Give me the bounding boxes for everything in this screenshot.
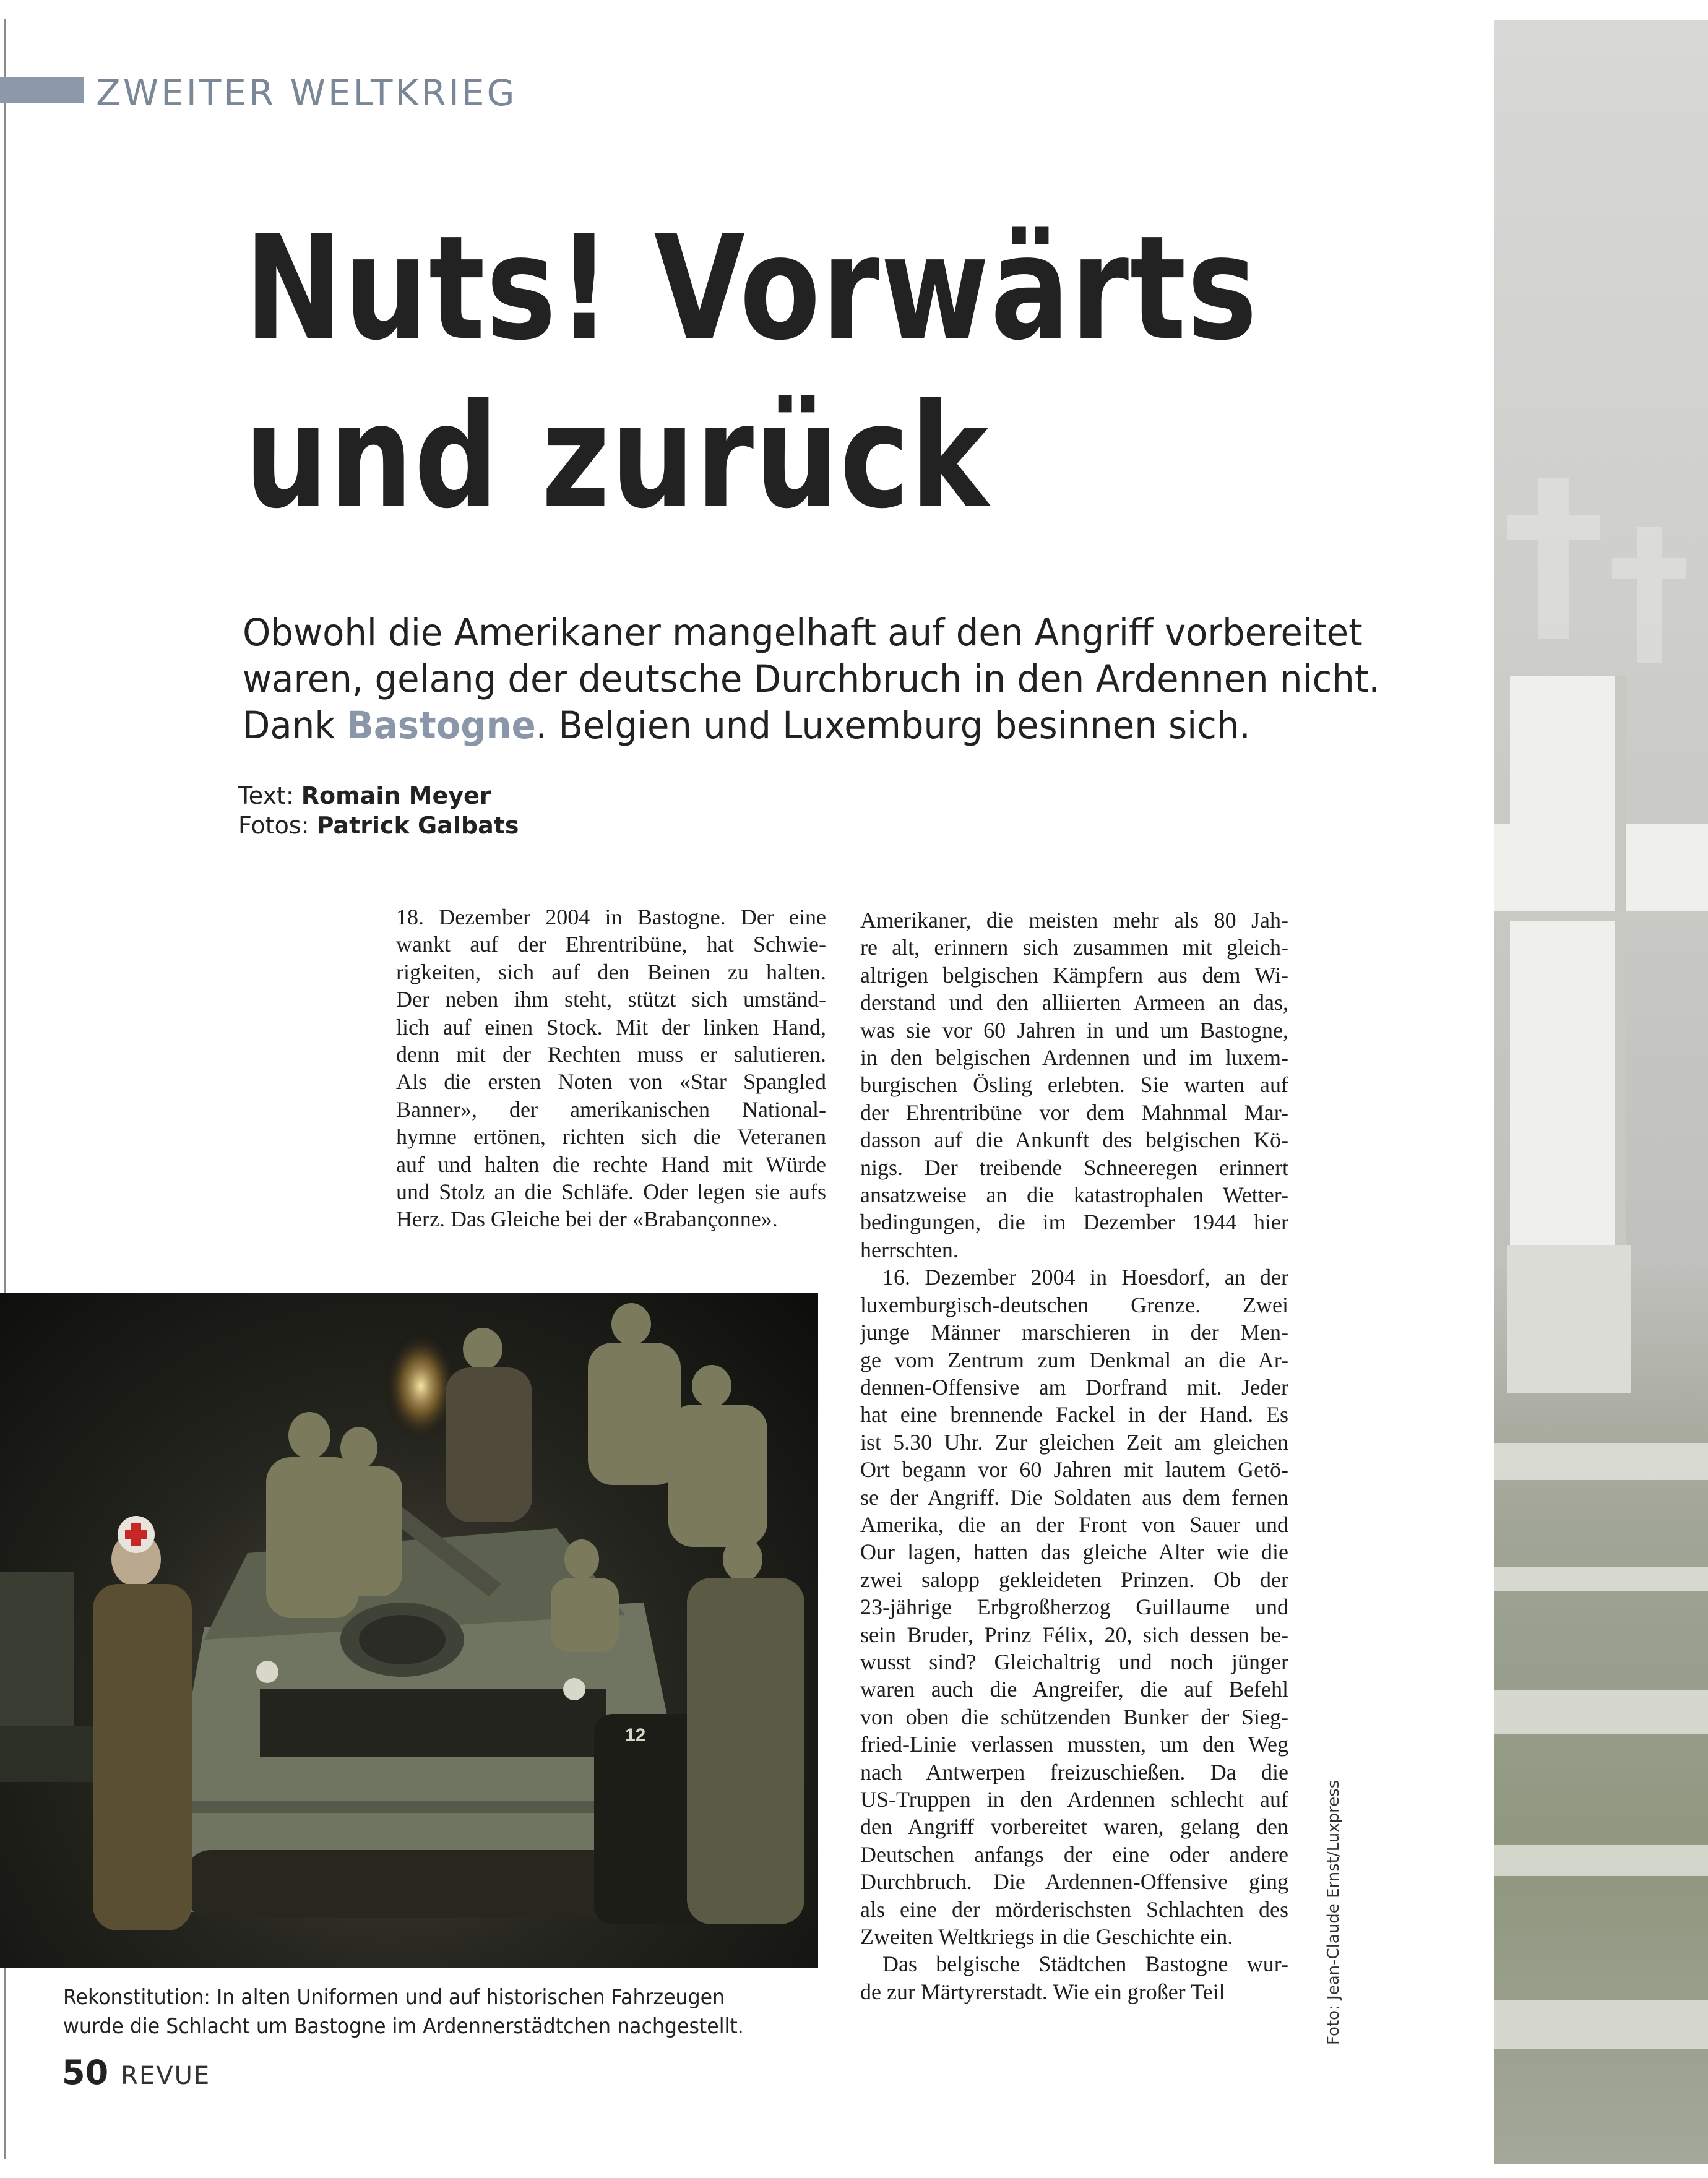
body-text-line: Das belgische Städtchen Bastogne wur- bbox=[882, 1952, 1288, 1977]
body-text-line: zwei salopp gekleideten Prinzen. Ob der bbox=[860, 1567, 1288, 1592]
body-text-line: hymne ertönen, richten sich die Veteranen bbox=[396, 1124, 826, 1150]
dek-line-3-post: . Belgien und Luxemburg besinnen sich. bbox=[535, 704, 1251, 747]
body-text-line: rigkeiten, sich auf den Beinen zu halten. bbox=[396, 959, 826, 984]
body-text-line: derstand und den alliierten Armeen an das, bbox=[860, 990, 1288, 1015]
body-text-line: 23-jährige Erbgroßherzog Guillaume und bbox=[860, 1595, 1288, 1620]
body-text-line: de zur Märtyrerstadt. Wie ein großer Teil bbox=[860, 1979, 1225, 2004]
body-text-line: wusst sind? Gleichaltrig und noch jünger bbox=[860, 1649, 1288, 1674]
cemetery-photo bbox=[1494, 20, 1708, 2164]
section-label: ZWEITER WELTKRIEG bbox=[96, 72, 517, 114]
cemetery-photo-illustration bbox=[1494, 20, 1708, 2164]
body-text-line: den Angriff vorbereitet waren, gelang den bbox=[860, 1814, 1288, 1840]
headline bbox=[244, 204, 1259, 541]
body-text-line: Banner», der amerikanischen National- bbox=[396, 1096, 826, 1122]
body-text-line: altrigen belgischen Kämpfern aus dem Wi- bbox=[860, 962, 1288, 988]
body-text-line: Our lagen, hatten das gleiche Alter wie die bbox=[860, 1539, 1288, 1565]
body-text-line: sein Bruder, Prinz Félix, 20, sich dessen be- bbox=[860, 1622, 1288, 1647]
photo-credit-vertical: Foto: Jean-Claude Ernst/Luxpress bbox=[1324, 1780, 1343, 2045]
body-text-line: als eine der mörderischsten Schlachten des bbox=[860, 1896, 1288, 1922]
body-text-line: 16. Dezember 2004 in Hoesdorf, an der bbox=[882, 1265, 1288, 1290]
dek-line-3-pre: Dank bbox=[243, 704, 347, 747]
body-text-line: bedingungen, die im Dezember 1944 hier bbox=[860, 1210, 1288, 1235]
body-text-line: 18. Dezember 2004 in Bastogne. Der eine bbox=[396, 905, 826, 929]
text-credit bbox=[238, 781, 519, 811]
body-text-line: lich auf einen Stock. Mit der linken Hand, bbox=[396, 1014, 826, 1040]
dek bbox=[243, 609, 1380, 749]
body-text-line: denn mit der Rechten muss er salutieren. bbox=[396, 1042, 826, 1067]
body-column-1 bbox=[396, 903, 826, 1233]
body-text-line: Herz. Das Gleiche bei der «Brabançonne». bbox=[396, 1207, 778, 1232]
body-text-line: fried-Linie verlassen mussten, um den Weg bbox=[860, 1732, 1288, 1757]
body-text-line: US-Truppen in den Ardennen schlecht auf bbox=[860, 1787, 1288, 1812]
body-text-line: ist 5.30 Uhr. Zur gleichen Zeit am gleichen bbox=[860, 1429, 1288, 1455]
body-text-line: Der neben ihm steht, stützt sich umständ- bbox=[396, 987, 826, 1012]
section-accent-bar bbox=[0, 77, 84, 103]
text-credit-label: Text: bbox=[238, 782, 301, 809]
body-text-line: Zweiten Weltkriegs in die Geschichte ein. bbox=[860, 1924, 1233, 1950]
body-text-line: junge Männer marschieren in der Men- bbox=[860, 1320, 1288, 1345]
photo-caption bbox=[63, 1983, 783, 2041]
body-text-line: waren auch die Angreifer, die auf Befehl bbox=[860, 1677, 1288, 1702]
body-text-line: luxemburgisch-deutschen Grenze. Zwei bbox=[860, 1292, 1288, 1317]
body-text-line: und Stolz an die Schläfe. Oder legen sie aufs bbox=[396, 1179, 826, 1205]
body-text-line: Durchbruch. Die Ardennen-Offensive ging bbox=[860, 1869, 1288, 1895]
photo-credit-label: Fotos: bbox=[238, 812, 317, 839]
body-text-line: in den belgischen Ardennen und im luxem- bbox=[860, 1045, 1288, 1070]
credits bbox=[238, 781, 519, 840]
body-text-line: dasson auf die Ankunft des belgischen Kö- bbox=[860, 1127, 1288, 1153]
body-text-line: von oben die schützenden Bunker der Sieg- bbox=[860, 1704, 1288, 1729]
body-text-line: herrschten. bbox=[860, 1237, 959, 1262]
body-text-line: Als die ersten Noten von «Star Spangled bbox=[396, 1069, 826, 1095]
body-text-line: Deutschen anfangs der eine oder andere bbox=[860, 1841, 1288, 1867]
body-text-line: was sie vor 60 Jahren in und um Bastogne, bbox=[860, 1017, 1288, 1043]
body-text-line: hat eine brennende Fackel in der Hand. Es bbox=[860, 1402, 1288, 1427]
dek-highlight-bastogne: Bastogne bbox=[346, 704, 536, 747]
photo-credit-author: Patrick Galbats bbox=[316, 812, 519, 839]
body-text-line: dennen-Offensive am Dorfrand mit. Jeder bbox=[860, 1374, 1288, 1400]
body-text-line: Amerika, die an der Front von Sauer und bbox=[860, 1512, 1288, 1537]
body-text-line: der Ehrentribüne vor dem Mahnmal Mar- bbox=[860, 1100, 1288, 1125]
dek-line-2: waren, gelang der deutsche Durchbruch in den Ardennen nicht. bbox=[243, 657, 1380, 701]
body-text-line: ansatzweise an die katastrophalen Wetter- bbox=[860, 1182, 1288, 1208]
caption-line-2: wurde die Schlacht um Bastogne im Ardennerstädtchen nachgestellt. bbox=[63, 2014, 744, 2039]
page-footer bbox=[62, 2053, 210, 2092]
dek-line-3 bbox=[243, 702, 1354, 749]
body-text-line: ge vom Zentrum zum Denkmal an die Ar- bbox=[860, 1347, 1288, 1372]
headline-line-1: Nuts! Vorwärts bbox=[244, 205, 1259, 372]
reenactment-photo-illustration bbox=[0, 1293, 818, 1968]
body-text-line: nigs. Der treibende Schneeregen erinnert bbox=[860, 1155, 1288, 1180]
body-text-line: Ort begann vor 60 Jahren mit lautem Getö- bbox=[860, 1457, 1288, 1483]
page-number: 50 bbox=[62, 2053, 109, 2092]
caption-line-1: Rekonstitution: In alten Uniformen und auf historischen Fahrzeugen bbox=[63, 1985, 725, 2010]
body-text-line: se der Angriff. Die Soldaten aus dem fernen bbox=[860, 1484, 1288, 1510]
body-column-2 bbox=[860, 906, 1288, 2005]
body-text-line: Amerikaner, die meisten mehr als 80 Jah- bbox=[860, 908, 1288, 932]
body-text-line: re alt, erinnern sich zusammen mit gleich- bbox=[860, 935, 1288, 960]
body-text-line: nach Antwerpen freizuschießen. Da die bbox=[860, 1759, 1288, 1784]
dek-line-1: Obwohl die Amerikaner mangelhaft auf den Angriff vorbereitet bbox=[243, 611, 1363, 655]
headline-line-2: und zurück bbox=[244, 373, 990, 540]
magazine-name: REVUE bbox=[121, 2062, 211, 2090]
text-credit-author: Romain Meyer bbox=[301, 782, 491, 809]
body-text-line: auf und halten die rechte Hand mit Würde bbox=[396, 1151, 826, 1177]
vehicle-number: 12 bbox=[625, 1725, 646, 1745]
photo-credit-line bbox=[238, 811, 519, 840]
reenactment-photo bbox=[0, 1293, 818, 1968]
body-text-line: burgischen Ösling erlebten. Sie warten auf bbox=[860, 1072, 1288, 1098]
body-text-line: wankt auf der Ehrentribüne, hat Schwie- bbox=[396, 932, 826, 957]
